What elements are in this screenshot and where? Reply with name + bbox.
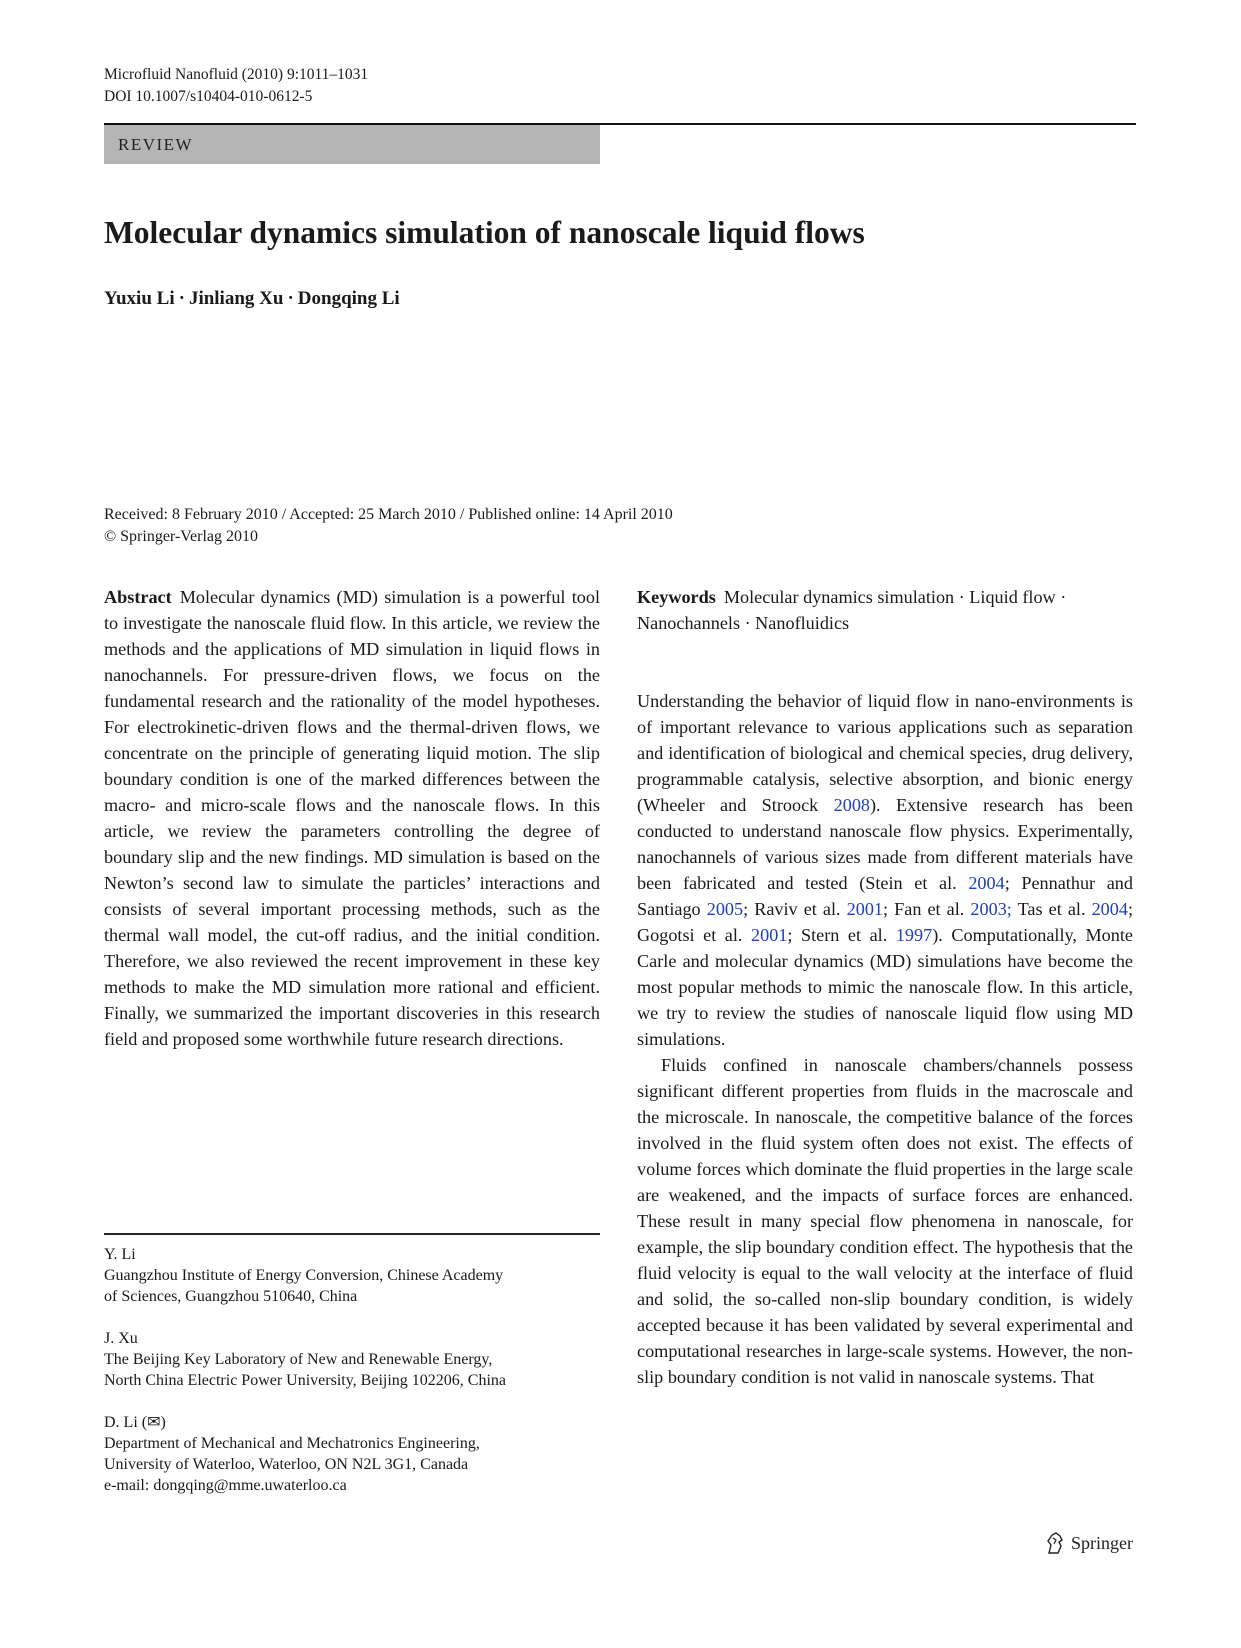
affiliation-li-yuxiu (104, 1244, 600, 1307)
publication-dates (104, 504, 673, 548)
right-column (637, 584, 1133, 1390)
publisher-name: Springer (1071, 1532, 1133, 1553)
affiliation-li-dongqing (104, 1412, 600, 1496)
author-name: Yuxiu Li (104, 288, 175, 309)
keywords (637, 584, 1133, 636)
affiliation-email: e-mail: dongqing@mme.uwaterloo.ca (104, 1477, 347, 1494)
copyright-line: © Springer-Verlag 2010 (104, 528, 259, 545)
body-text-run: Understanding the behavior of liquid flow in nano-environments is of important relevance to various applications such as separation and identification of biological and chemical species, drug delivery, programmable catalysis, selective absorption, and bionic energy (Wheeler and Stroock (637, 691, 1133, 815)
abstract-text: Molecular dynamics (MD) simulation is a powerful tool to investigate the nanoscale fluid flow. In this article, we review the methods and the applications of MD simulation in liquid flows in nanochannels. For pressure-driven flows, we focus on the fundamental research and the rationality of the model hypotheses. For electrokinetic-driven flows and the thermal-driven flows, we concentrate on the principle of generating liquid motion. The slip boundary condition is one of the marked differences between the macro- and micro-scale flows and the nanoscale flows. In this article, we review the parameters controlling the degree of boundary slip and the new findings. MD simulation is based on the Newton’s second law to simulate the particles’ interactions and consists of several important processing methods, such as the thermal wall model, the cut-off radius, and the initial condition. Therefore, we also reviewed the recent improvement in these key methods to make the MD simulation more rational and efficient. Finally, we summarized the important discoveries in this research field and proposed some worthwhile future research directions. (104, 587, 600, 1049)
author-name: Jinliang Xu (188, 288, 284, 309)
author-list (104, 288, 400, 310)
affiliation-author: Y. Li (104, 1246, 136, 1263)
citation-link[interactable]: 2004 (1091, 899, 1128, 919)
affiliation-author: J. Xu (104, 1330, 138, 1347)
affiliation-line: Department of Mechanical and Mechatronics Engineering, (104, 1435, 480, 1452)
body-text-run: ; Pennathur and Santiago (637, 873, 1133, 919)
abstract (104, 584, 600, 1052)
citation-link[interactable]: 2005 (706, 899, 744, 919)
section-label: REVIEW (104, 125, 600, 164)
body-paragraph-2: Fluids confined in nanoscale chambers/channels possess significant different properties from fluids in the macroscale and the microscale. In nanoscale, the competitive balance of the forces involved in the fluid system often does not exist. The effects of volume forces which dominate the fluid properties in the large scale are weakened, and the impacts of surface forces are enhanced. These result in many special flow phenomena in nanoscale, for example, the slip boundary condition effect. The hypothesis that the fluid velocity is equal to the wall velocity at the interface of fluid and solid, the so-called non-slip boundary condition, is widely accepted because it has been validated by several experimental and computational researches in large-scale systems. However, the non-slip boundary condition is not valid in nanoscale systems. That (637, 1055, 1133, 1387)
article-title: Molecular dynamics simulation of nanoscale liquid flows (104, 215, 865, 250)
citation-link[interactable]: 2008 (833, 795, 870, 815)
springer-horse-icon (1045, 1532, 1065, 1554)
affiliation-line: University of Waterloo, Waterloo, ON N2L 3G1, Canada (104, 1456, 469, 1473)
body-text-run: ; Fan et al. (883, 899, 971, 919)
citation-link[interactable]: 2001 (846, 899, 884, 919)
keywords-label: Keywords (637, 587, 716, 607)
abstract-label: Abstract (104, 587, 172, 607)
author-name: Dongqing Li (297, 288, 400, 309)
author-separator: · (287, 288, 294, 309)
journal-line: Microfluid Nanofluid (2010) 9:1011–1031 (104, 66, 369, 83)
abstract-column (104, 584, 600, 1052)
dates-line: Received: 8 February 2010 / Accepted: 25 March 2010 / Published online: 14 April 2010 (104, 506, 673, 523)
affiliation-author: D. Li (✉) (104, 1414, 166, 1431)
body-text-run: ; Gogotsi et al. (637, 899, 1133, 945)
body-paragraph-1 (637, 688, 1133, 1052)
body-text-run: ). Computationally, Monte Carle and molecular dynamics (MD) simulations have become the most popular methods to mimic the nanoscale flow. In this article, we try to review the studies of nanoscale liquid flow using MD simulations. (637, 925, 1133, 1049)
keywords-text: Molecular dynamics simulation · Liquid flow · Nanochannels · Nanofluidics (637, 587, 1067, 633)
affiliations (104, 1244, 600, 1517)
citation-link[interactable]: 1997 (895, 925, 933, 945)
citation-link[interactable]: 2003; (970, 899, 1012, 919)
affiliation-rule (104, 1233, 600, 1235)
body-text (637, 688, 1133, 1390)
citation-link[interactable]: 2001 (751, 925, 788, 945)
affiliation-line: North China Electric Power University, Beijing 102206, China (104, 1372, 507, 1389)
publisher-logo (1045, 1532, 1133, 1554)
doi-line: DOI 10.1007/s10404-010-0612-5 (104, 88, 313, 105)
journal-citation (104, 64, 368, 108)
body-text-run: Tas et al. (1011, 899, 1092, 919)
affiliation-line: of Sciences, Guangzhou 510640, China (104, 1288, 358, 1305)
affiliation-line: Guangzhou Institute of Energy Conversion, Chinese Academy (104, 1267, 504, 1284)
body-text-run: ; Stern et al. (787, 925, 896, 945)
body-text-run: ; Raviv et al. (743, 899, 847, 919)
body-text-run: ). Extensive research has been conducted to understand nanoscale flow physics. Experimentally, nanochannels of various sizes made from different materials have been fabricated and tested (Stein et al. (637, 795, 1133, 893)
author-separator: · (178, 288, 185, 309)
affiliation-xu-jinliang (104, 1328, 600, 1391)
citation-link[interactable]: 2004 (968, 873, 1005, 893)
affiliation-line: The Beijing Key Laboratory of New and Renewable Energy, (104, 1351, 493, 1368)
